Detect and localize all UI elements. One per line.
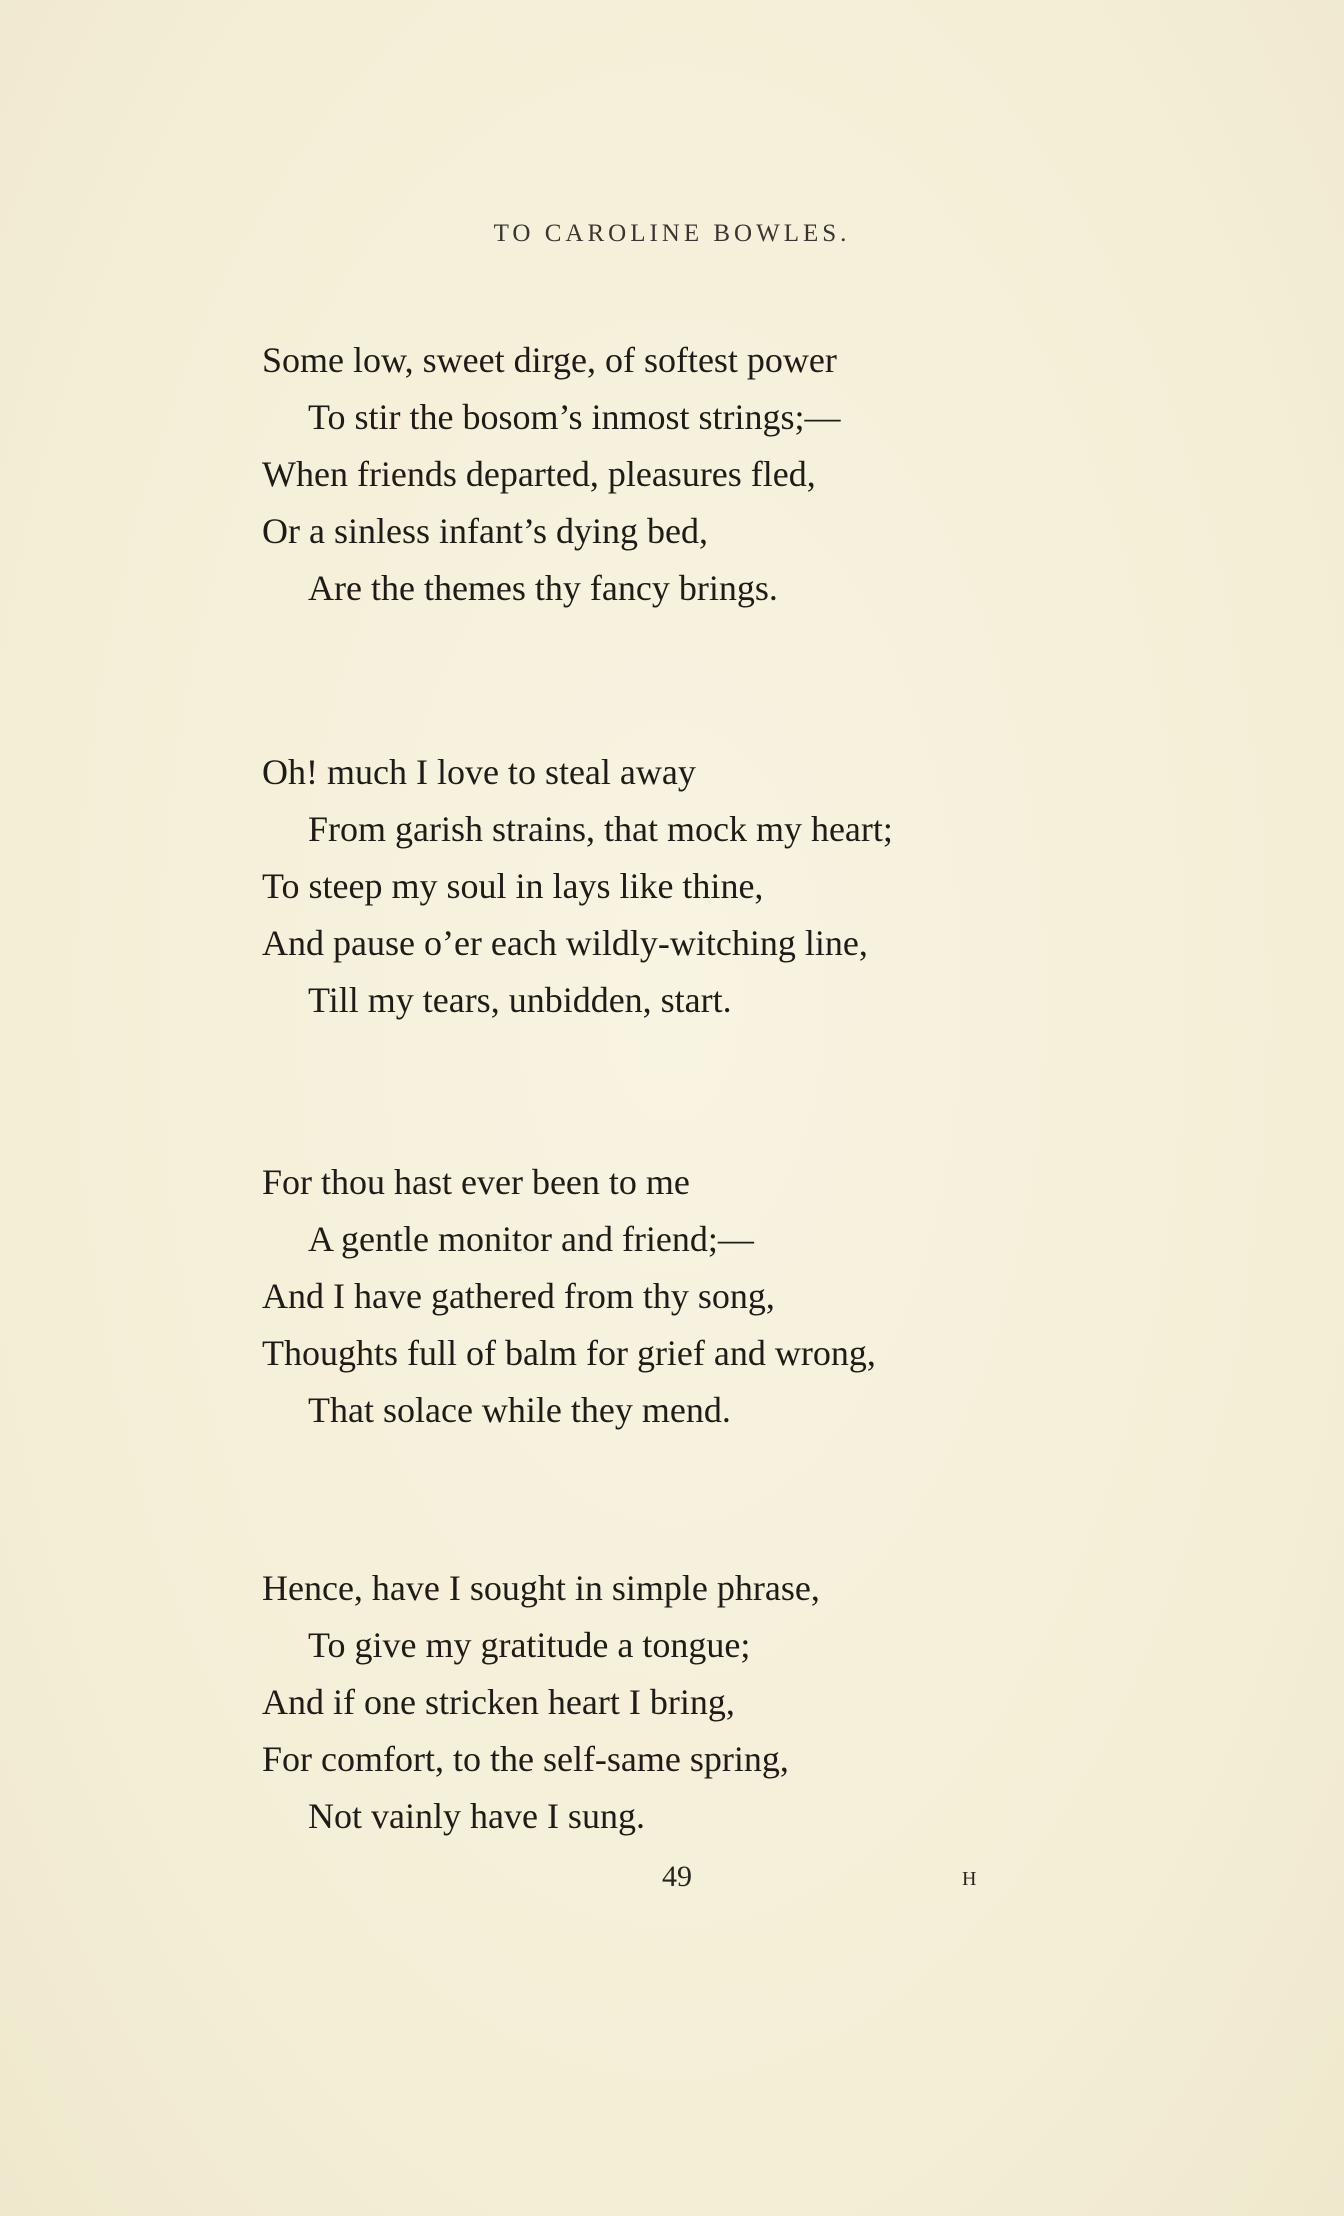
verse-line: Till my tears, unbidden, start.: [308, 980, 732, 1020]
verse-line: That solace while they mend.: [308, 1390, 731, 1430]
signature-mark: H: [962, 1868, 979, 1890]
verse-line: For thou hast ever been to me: [262, 1162, 690, 1202]
verse-line: A gentle monitor and friend;—: [308, 1219, 754, 1259]
verse-line: Hence, have I sought in simple phrase,: [262, 1568, 820, 1608]
verse-line: Oh! much I love to steal away: [262, 752, 696, 792]
verse-line: Not vainly have I sung.: [308, 1796, 645, 1836]
verse-line: Thoughts full of balm for grief and wrong,: [262, 1333, 876, 1373]
stanza-3: [262, 1154, 1122, 1439]
verse-line: And if one stricken heart I bring,: [262, 1682, 735, 1722]
verse-line: To give my gratitude a tongue;: [308, 1625, 751, 1665]
stanza-1: [262, 332, 1122, 617]
running-head: TO CAROLINE BOWLES.: [493, 220, 851, 247]
verse-line: And pause o’er each wildly-witching line,: [262, 923, 868, 963]
verse-line: Some low, sweet dirge, of softest power: [262, 340, 837, 380]
verse-line: To steep my soul in lays like thine,: [262, 866, 764, 906]
page-number: 49: [662, 1860, 692, 1893]
stanza-2: [262, 744, 1122, 1029]
stanza-4: [262, 1560, 1122, 1845]
verse-line: When friends departed, pleasures fled,: [262, 454, 816, 494]
verse-line: From garish strains, that mock my heart;: [308, 809, 893, 849]
verse-line: And I have gathered from thy song,: [262, 1276, 775, 1316]
verse-line: To stir the bosom’s inmost strings;—: [308, 397, 841, 437]
verse-line: Are the themes thy fancy brings.: [308, 568, 778, 608]
verse-line: Or a sinless infant’s dying bed,: [262, 511, 708, 551]
verse-line: For comfort, to the self-same spring,: [262, 1739, 789, 1779]
